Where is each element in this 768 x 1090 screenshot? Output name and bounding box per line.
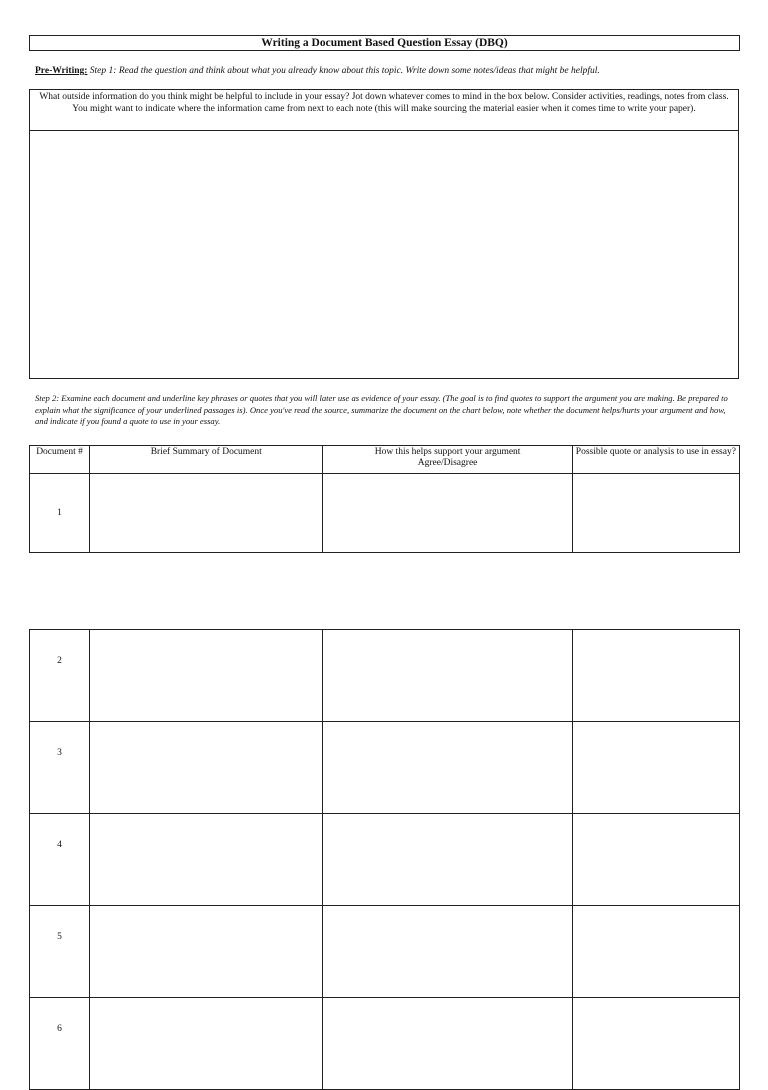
header-support: [323, 446, 572, 474]
table-row: [30, 906, 740, 998]
page-title: Writing a Document Based Question Essay (DBQ): [29, 35, 740, 51]
header-summary: Brief Summary of Document: [90, 446, 323, 474]
support-cell[interactable]: [323, 630, 572, 722]
outside-info-box: [29, 89, 739, 379]
summary-cell[interactable]: [90, 722, 323, 814]
support-cell[interactable]: [323, 998, 572, 1090]
row-number: 6: [30, 998, 90, 1090]
summary-cell[interactable]: [90, 998, 323, 1090]
row-number: 3: [30, 722, 90, 814]
prewriting-step1: [35, 65, 735, 77]
row-number: 1: [30, 474, 90, 553]
prewriting-text: Step 1: Read the question and think about what you already know about this topic. Write down some notes/ideas that might be helpful.: [87, 66, 600, 76]
support-cell[interactable]: [323, 906, 572, 998]
header-support-line2: Agree/Disagree: [417, 458, 478, 468]
header-quote: Possible quote or analysis to use in essay?: [572, 446, 739, 474]
table-row: [30, 474, 740, 553]
outside-info-writing-area[interactable]: [30, 131, 738, 378]
row-number: 5: [30, 906, 90, 998]
table-row: [30, 998, 740, 1090]
table-row: [30, 630, 740, 722]
support-cell[interactable]: [323, 722, 572, 814]
table-header-row: [30, 446, 740, 474]
row-number: 4: [30, 814, 90, 906]
header-support-line1: How this helps support your argument: [374, 447, 521, 457]
support-cell[interactable]: [323, 814, 572, 906]
quote-cell[interactable]: [572, 630, 739, 722]
step2-instructions: Step 2: Examine each document and underline key phrases or quotes that you will later use as evidence of your essay. (The goal is to find quotes to support the argument you are making. Be prepared to explain what the significance of your underlined passages is). Once you've read the source, summarize the document on the chart below, note whether the document helps/hurts your argument and how, and indicate if you found a quote to use in your essay.: [35, 393, 728, 426]
table-row: [30, 722, 740, 814]
document-table-bottom: [29, 629, 740, 1090]
quote-cell[interactable]: [572, 906, 739, 998]
quote-cell[interactable]: [572, 474, 739, 553]
summary-cell[interactable]: [90, 474, 323, 553]
prewriting-label: Pre-Writing:: [35, 66, 88, 76]
quote-cell[interactable]: [572, 814, 739, 906]
summary-cell[interactable]: [90, 814, 323, 906]
header-document: Document #: [30, 446, 90, 474]
table-row: [30, 814, 740, 906]
outside-info-instructions: What outside information do you think might be helpful to include in your essay? Jot down whatever comes to mind in the box below. Consider activities, readings, notes from class. You might want to indicate where the information came from next to each note (this will make sourcing the material easier when it comes time to write your paper).: [30, 90, 738, 131]
summary-cell[interactable]: [90, 906, 323, 998]
row-number: 2: [30, 630, 90, 722]
quote-cell[interactable]: [572, 722, 739, 814]
quote-cell[interactable]: [572, 998, 739, 1090]
support-cell[interactable]: [323, 474, 572, 553]
summary-cell[interactable]: [90, 630, 323, 722]
document-table-top: [29, 445, 740, 553]
